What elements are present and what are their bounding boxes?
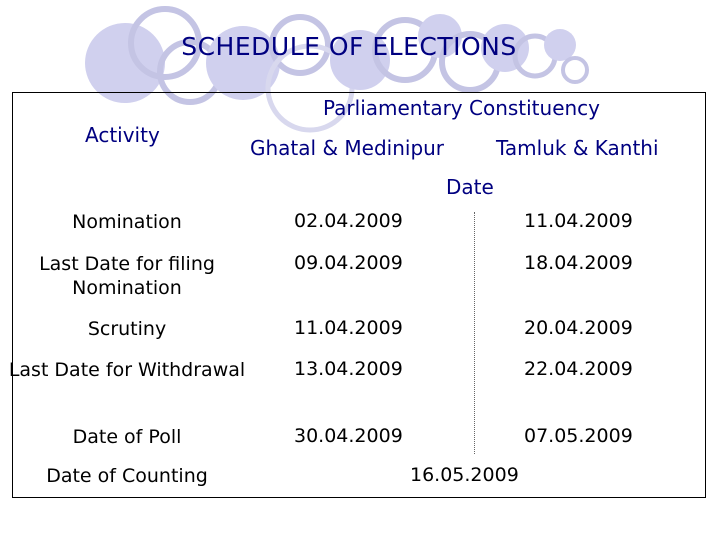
row-date-ghatal-poll: 30.04.2009 (294, 425, 403, 447)
row-date-ghatal-nomination: 02.04.2009 (294, 210, 403, 232)
row-date-tamluk-scrutiny: 20.04.2009 (524, 317, 633, 339)
row-label-nomination: Nomination (72, 211, 182, 233)
row-label-date-of-poll: Date of Poll (72, 426, 182, 448)
header-activity: Activity (85, 123, 160, 147)
row-label-date-of-counting: Date of Counting (46, 465, 208, 487)
row-date-tamluk-poll: 07.05.2009 (524, 425, 633, 447)
row-date-ghatal-scrutiny: 11.04.2009 (294, 317, 403, 339)
header-parliamentary-constituency: Parliamentary Constituency (323, 96, 601, 120)
page-title: SCHEDULE OF ELECTIONS (181, 32, 517, 61)
row-date-ghatal-withdrawal: 13.04.2009 (294, 358, 403, 380)
header-ghatal-medinipur: Ghatal & Medinipur (250, 136, 445, 160)
row-date-counting-combined: 16.05.2009 (410, 464, 519, 486)
row-date-ghatal-filing: 09.04.2009 (294, 252, 403, 274)
row-date-tamluk-withdrawal: 22.04.2009 (524, 358, 633, 380)
row-label-scrutiny: Scrutiny (87, 318, 167, 340)
row-date-tamluk-nomination: 11.04.2009 (524, 210, 633, 232)
row-label-last-date-withdrawal: Last Date for Withdrawal (8, 359, 246, 381)
column-divider (474, 212, 475, 454)
header-date: Date (446, 175, 494, 199)
header-tamluk-kanthi: Tamluk & Kanthi (496, 136, 659, 160)
row-label-last-date-filing: Last Date for filing Nomination (39, 253, 215, 299)
row-date-tamluk-filing: 18.04.2009 (524, 252, 633, 274)
